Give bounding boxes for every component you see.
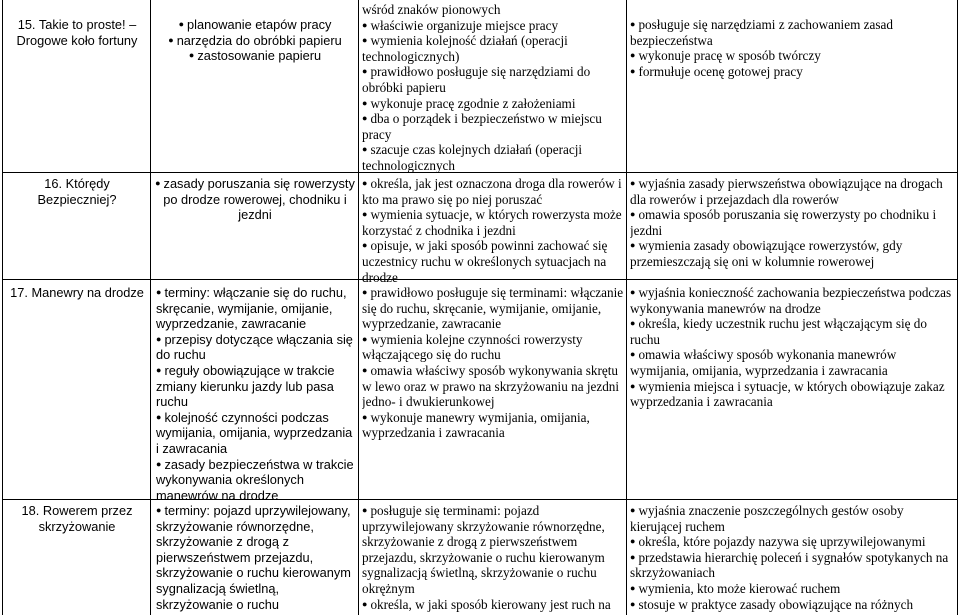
bullet-icon: ● [362, 35, 368, 46]
list-item: ● określa, jak jest oznaczona droga dla rowerów i kto ma prawo się po niej poruszać [362, 176, 622, 207]
lesson-cell [6, 176, 148, 207]
list-item: ● stosuje w praktyce zasady obowiązujące na różnych [630, 596, 914, 612]
list-item: ● dba o porządek i bezpieczeństwo w miejscu pracy [362, 111, 602, 142]
lesson-cell [6, 285, 148, 301]
list-item: ● przepisy dotyczące włączania się do ruchu [156, 331, 353, 363]
bullet-icon: ● [630, 19, 636, 29]
list-item: ● omawia sposób poruszania się rowerzysty po chodniku i jezdni [630, 207, 937, 238]
list-item: ● wymienia sytuacje, w których rowerzysta może korzystać z chodnika i jezdni [362, 207, 622, 238]
list-item: ● posługuje się terminami: pojazd uprzywilejowany skrzyżowanie równorzędne, skrzyżowanie z drogą z pierwszeństwem przejazdu, skrzyżowanie o ruchu kierowanym sygnalizacją świetlną, skrzyżowanie o ruchu okrężnym [362, 503, 605, 596]
extended-requirements-cell [630, 17, 955, 79]
list-item: ● prawidłowo posługuje się narzędziami do obróbki papieru [362, 64, 591, 95]
bullet-icon: ● [630, 505, 636, 515]
list-item: ● reguły obowiązujące w trakcie zmiany kierunku jazdy lub pasa ruchu [156, 362, 335, 410]
bullet-icon: ● [362, 411, 368, 422]
basic-requirements-cell [362, 176, 624, 285]
bullet-icon: ● [362, 333, 368, 344]
list-item: ● wykonuje manewry wymijania, omijania, wyprzedzania i zawracania [362, 409, 590, 441]
bullet-icon: ● [630, 598, 636, 609]
content-cell [156, 285, 354, 503]
bullet-icon: ● [362, 178, 368, 188]
bullet-icon: ● [362, 97, 368, 108]
bullet-icon: ● [156, 287, 162, 297]
list-item: ● prawidłowo posługuje się terminami: włączanie się do ruchu, skręcanie, wymijanie, omijanie, wyprzedzanie, zawracanie [362, 285, 624, 332]
list-item: ● wykonuje pracę w sposób twórczy [630, 48, 821, 64]
lesson-cell [6, 503, 148, 534]
bullet-icon: ● [178, 19, 184, 29]
list-item: ● przedstawia hierarchię poleceń i sygnałów spotykanych na skrzyżowaniach [630, 549, 949, 581]
list-item: ● wymienia zasady obowiązujące rowerzystów, gdy przemieszczają się oni w kolumnie rowerowej [630, 238, 903, 269]
bullet-icon: ● [630, 582, 636, 593]
bullet-icon: ● [630, 287, 636, 297]
extended-requirements-cell [630, 285, 955, 410]
content-cell [156, 503, 354, 612]
list-item: ● określa, które pojazdy nazywa się uprzywilejowanymi [630, 534, 926, 550]
bullet-icon: ● [156, 364, 162, 375]
bullet-icon: ● [362, 364, 368, 375]
bullet-icon: ● [362, 209, 368, 220]
bullet-icon: ● [630, 536, 636, 547]
bullet-icon: ● [362, 113, 368, 124]
lesson-title: 17. Manewry na drodze [10, 285, 144, 300]
bullet-icon: ● [156, 333, 162, 344]
bullet-icon: ● [156, 458, 162, 469]
list-item: ● zasady bezpieczeństwa w trakcie wykonywania określonych manewrów na drodze [156, 456, 354, 503]
list-item: ● planowanie etapów pracy [178, 17, 332, 32]
lesson-cell [6, 17, 148, 48]
list-item: ● posługuje się narzędziami z zachowaniem zasad bezpieczeństwa [630, 17, 893, 48]
list-item: ● zastosowanie papieru [188, 48, 322, 64]
bullet-icon: ● [362, 66, 368, 77]
list-item: ● omawia właściwy sposób wykonywania skrętu w lewo oraz w prawo na skrzyżowaniu na jezdni jedno- i dwukierunkowej [362, 362, 620, 410]
bullet-icon: ● [188, 50, 195, 61]
basic-requirements-cell [362, 2, 624, 174]
list-item: ● terminy: pojazd uprzywilejowany, skrzyżowanie równorzędne, skrzyżowanie z drogą z pierwszeństwem przejazdu, skrzyżowanie o ruchu kierowanym sygnalizacją świetlną, skrzyżowanie o ruchu [156, 503, 351, 612]
bullet-icon: ● [630, 65, 636, 76]
extended-requirements-cell [630, 503, 955, 612]
list-item: ● kolejność czynności podczas wymijania, omijania, wyprzedzania i zawracania [156, 409, 353, 456]
bullet-icon: ● [630, 209, 636, 220]
list-item: ● formułuje ocenę gotowej pracy [630, 63, 803, 79]
list-item: ● określa, kiedy uczestnik ruchu jest włączającym się do ruchu [630, 316, 927, 347]
basic-requirements-cell [362, 285, 624, 441]
lesson-title: 18. Rowerem przez skrzyżowanie [21, 503, 133, 534]
basic-requirements-cell [362, 503, 624, 612]
column-divider [150, 0, 151, 615]
bullet-icon: ● [362, 287, 368, 297]
content-cell [154, 176, 356, 223]
list-item: ● narzędzia do obróbki papieru [168, 32, 342, 48]
table-border-left [2, 0, 3, 615]
list-item: ● wyjaśnia zasady pierwszeństwa obowiązujące na drogach dla rowerów i przejazdach dla rowerów [630, 176, 943, 207]
column-divider [358, 0, 359, 615]
lesson-title: 16. Którędy Bezpieczniej? [37, 176, 117, 207]
bullet-icon: ● [362, 19, 368, 30]
bullet-icon: ● [168, 34, 174, 45]
list-item: ● wyjaśnia znaczenie poszczególnych gestów osoby kierującej ruchem [630, 503, 904, 534]
bullet-icon: ● [362, 505, 368, 515]
list-item: ● zasady poruszania się rowerzysty po drodze rowerowej, chodniku i jezdni [155, 176, 355, 223]
list-item: ● wymienia miejsca i sytuacje, w których obowiązuje zakaz wyprzedzania i zawracania [630, 378, 945, 410]
list-item: ● terminy: włączanie się do ruchu, skręcanie, wymijanie, omijanie, wyprzedzanie, zawracanie [156, 285, 347, 332]
row-divider [2, 499, 958, 500]
bullet-icon: ● [630, 178, 636, 188]
list-item: ● opisuje, w jaki sposób powinni zachować się uczestnicy ruchu w określonych sytuacjach na drodze [362, 238, 608, 285]
list-item: ● wymienia, kto może kierować ruchem [630, 580, 841, 596]
bullet-icon: ● [630, 240, 636, 251]
list-item: ● wyjaśnia konieczność zachowania bezpieczeństwa podczas wykonywania manewrów na drodze [630, 285, 952, 316]
list-item: ● wymienia kolejność działań (operacji technologicznych) [362, 33, 568, 64]
bullet-icon: ● [155, 178, 161, 188]
list-item: ● szacuje czas kolejnych działań (operacji technologicznych [362, 142, 583, 173]
content-cell [154, 17, 356, 64]
bullet-icon: ● [362, 598, 368, 609]
column-divider [626, 0, 627, 615]
bullet-icon: ● [156, 505, 162, 515]
list-item: ● omawia właściwy sposób wykonania manewrów wymijania, omijania, wyprzedzania i zawracania [630, 347, 897, 378]
bullet-icon: ● [630, 50, 636, 61]
bullet-icon: ● [630, 318, 636, 329]
bullet-icon: ● [630, 349, 636, 360]
bullet-icon: ● [362, 240, 368, 251]
bullet-icon: ● [630, 380, 636, 391]
list-item: wśród znaków pionowych [362, 2, 501, 17]
bullet-icon: ● [362, 144, 368, 155]
bullet-icon: ● [156, 411, 162, 422]
list-item: ● wykonuje pracę zgodnie z założeniami [362, 95, 576, 111]
list-item: ● właściwie organizuje miejsce pracy [362, 17, 559, 33]
extended-requirements-cell [630, 176, 955, 270]
list-item: ● wymienia kolejne czynności rowerzysty włączającego się do ruchu [362, 331, 583, 363]
lesson-title: 15. Takie to proste! – Drogowe koło fortuny [16, 17, 138, 48]
list-item: ● określa, w jaki sposób kierowany jest ruch na [362, 596, 611, 612]
bullet-icon: ● [630, 551, 636, 562]
table-border-right [957, 0, 958, 615]
